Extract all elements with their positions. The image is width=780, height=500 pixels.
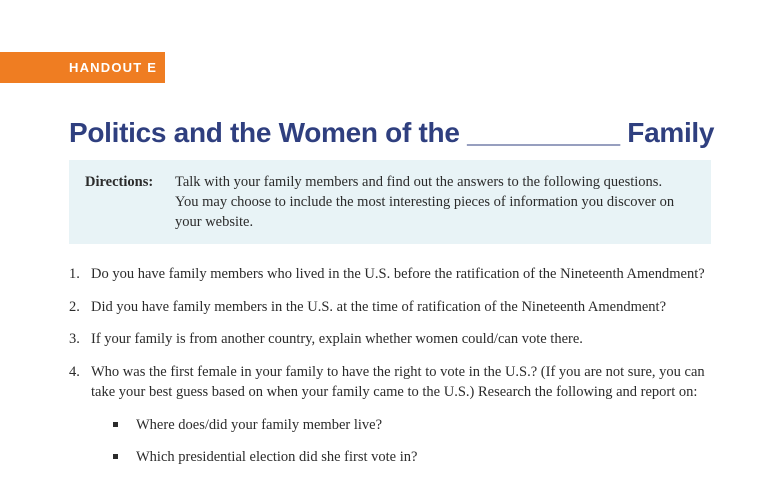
question-item bbox=[69, 297, 719, 318]
question-list bbox=[69, 264, 719, 480]
question-number: 3. bbox=[69, 331, 80, 347]
bullet-icon bbox=[113, 454, 118, 459]
subquestion-item bbox=[91, 415, 719, 436]
subquestion-item bbox=[91, 447, 719, 468]
question-text: Do you have family members who lived in the U.S. before the ratification of the Nineteenth Amendment? bbox=[91, 266, 705, 282]
bullet-icon bbox=[113, 422, 118, 427]
directions-box bbox=[69, 160, 711, 244]
question-item bbox=[69, 362, 719, 468]
subquestion-list bbox=[91, 415, 719, 468]
directions-text: Talk with your family members and find out the answers to the following questions. You may choose to include the most interesting pieces of information you discover on your website. bbox=[175, 174, 675, 230]
directions-label: Directions: bbox=[85, 174, 154, 190]
question-number: 2. bbox=[69, 298, 80, 315]
question-text: If your family is from another country, explain whether women could/can vote there. bbox=[91, 331, 583, 347]
question-text: Did you have family members in the U.S. at the time of ratification of the Nineteenth Amendment? bbox=[91, 298, 667, 315]
question-item bbox=[69, 264, 719, 285]
question-text: Who was the first female in your family to have the right to vote in the U.S.? (If you are not sure, you can take your best guess based on when your family came to the U.S.) Research the following and report on: bbox=[91, 363, 705, 400]
question-number: 4. bbox=[69, 363, 80, 380]
subquestion-text: Where does/did your family member live? bbox=[136, 416, 383, 433]
page-title: Politics and the Women of the __________ Family bbox=[69, 117, 715, 148]
question-number: 1. bbox=[69, 266, 80, 282]
question-item bbox=[69, 329, 719, 350]
subquestion-text: Which presidential election did she first vote in? bbox=[136, 449, 418, 465]
handout-label: HANDOUT E bbox=[0, 52, 165, 83]
